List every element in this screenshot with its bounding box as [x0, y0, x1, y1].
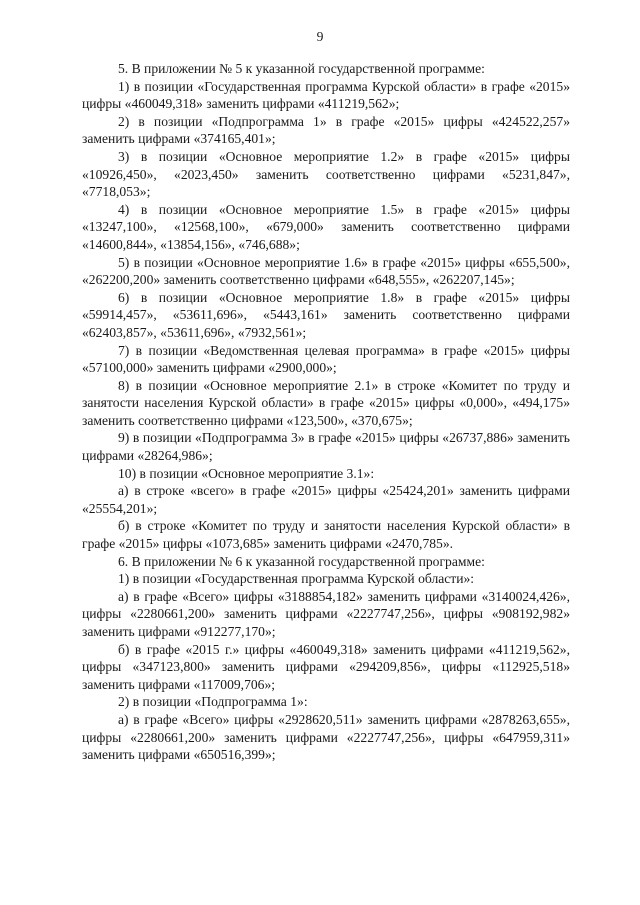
paragraph: а) в строке «всего» в графе «2015» цифры «25424,201» заменить цифрами «25554,201»; — [82, 483, 570, 516]
paragraph: 1) в позиции «Государственная программа Курской области» в графе «2015» цифры «460049,318» заменить цифрами «411219,562»; — [82, 78, 570, 112]
paragraph: 2) в позиции «Подпрограмма 1»: — [118, 694, 308, 710]
paragraph: 8) в позиции «Основное мероприятие 2.1» в строке «Комитет по труду и занятости населения Курской области» в графе «2015» цифры «0,000», «494,175» заменить соответственно цифрами «123,500», «370,675»; — [82, 377, 570, 428]
paragraph: 5. В приложении № 5 к указанной государственной программе: — [118, 61, 485, 76]
paragraph: б) в строке «Комитет по труду и занятости населения Курской области» в графе «2015» цифры «1073,685» заменить цифрами «2470,785». — [82, 518, 570, 552]
paragraph: 7) в позиции «Ведомственная целевая программа» в графе «2015» цифры «57100,000» заменить цифрами «2900,000»; — [82, 342, 570, 376]
paragraph: 1) в позиции «Государственная программа Курской области»: — [118, 571, 475, 587]
paragraph: 2) в позиции «Подпрограмма 1» в графе «2015» цифры «424522,257» заменить цифрами «374165,401»; — [82, 113, 570, 147]
document-body — [82, 60, 570, 764]
paragraph: 3) в позиции «Основное мероприятие 1.2» в графе «2015» цифры «10926,450», «2023,450» заменить соответственно цифрами «5231,847», «7718,053»; — [82, 148, 570, 200]
paragraph: 6. В приложении № 6 к указанной государственной программе: — [118, 553, 485, 569]
paragraph: 6) в позиции «Основное мероприятие 1.8» в графе «2015» цифры «59914,457», «53611,696», «5443,161» заменить соответственно цифрами «62403,857», «53611,696», «7932,561»; — [82, 289, 570, 340]
paragraph: а) в графе «Всего» цифры «2928620,511» заменить цифрами «2878263,655», цифры «2280661,200» заменить цифрами «2227747,256», цифры «647959,311» заменить цифрами «650516,399»; — [82, 711, 570, 763]
page-number: 9 — [316, 29, 324, 44]
paragraph: а) в графе «Всего» цифры «3188854,182» заменить цифрами «3140024,426», цифры «2280661,200» заменить цифрами «2227747,256», цифры «908192,982» заменить цифрами «912277,170»; — [82, 588, 570, 639]
paragraph: б) в графе «2015 г.» цифры «460049,318» заменить цифрами «411219,562», цифры «347123,800» заменить цифрами «294209,856», цифры «112925,518» заменить цифрами «117009,706»; — [82, 641, 570, 692]
paragraph: 5) в позиции «Основное мероприятие 1.6» в графе «2015» цифры «655,500», «262200,200» заменить соответственно цифрами «648,555», «262207,145»; — [82, 254, 570, 288]
paragraph: 10) в позиции «Основное мероприятие 3.1»: — [118, 465, 375, 481]
paragraph: 4) в позиции «Основное мероприятие 1.5» в графе «2015» цифры «13247,100», «12568,100», «679,000» заменить соответственно цифрами «14600,844», «13854,156», «746,688»; — [82, 201, 570, 252]
paragraph: 9) в позиции «Подпрограмма 3» в графе «2015» цифры «26737,886» заменить цифрами «28264,986»; — [82, 430, 570, 464]
